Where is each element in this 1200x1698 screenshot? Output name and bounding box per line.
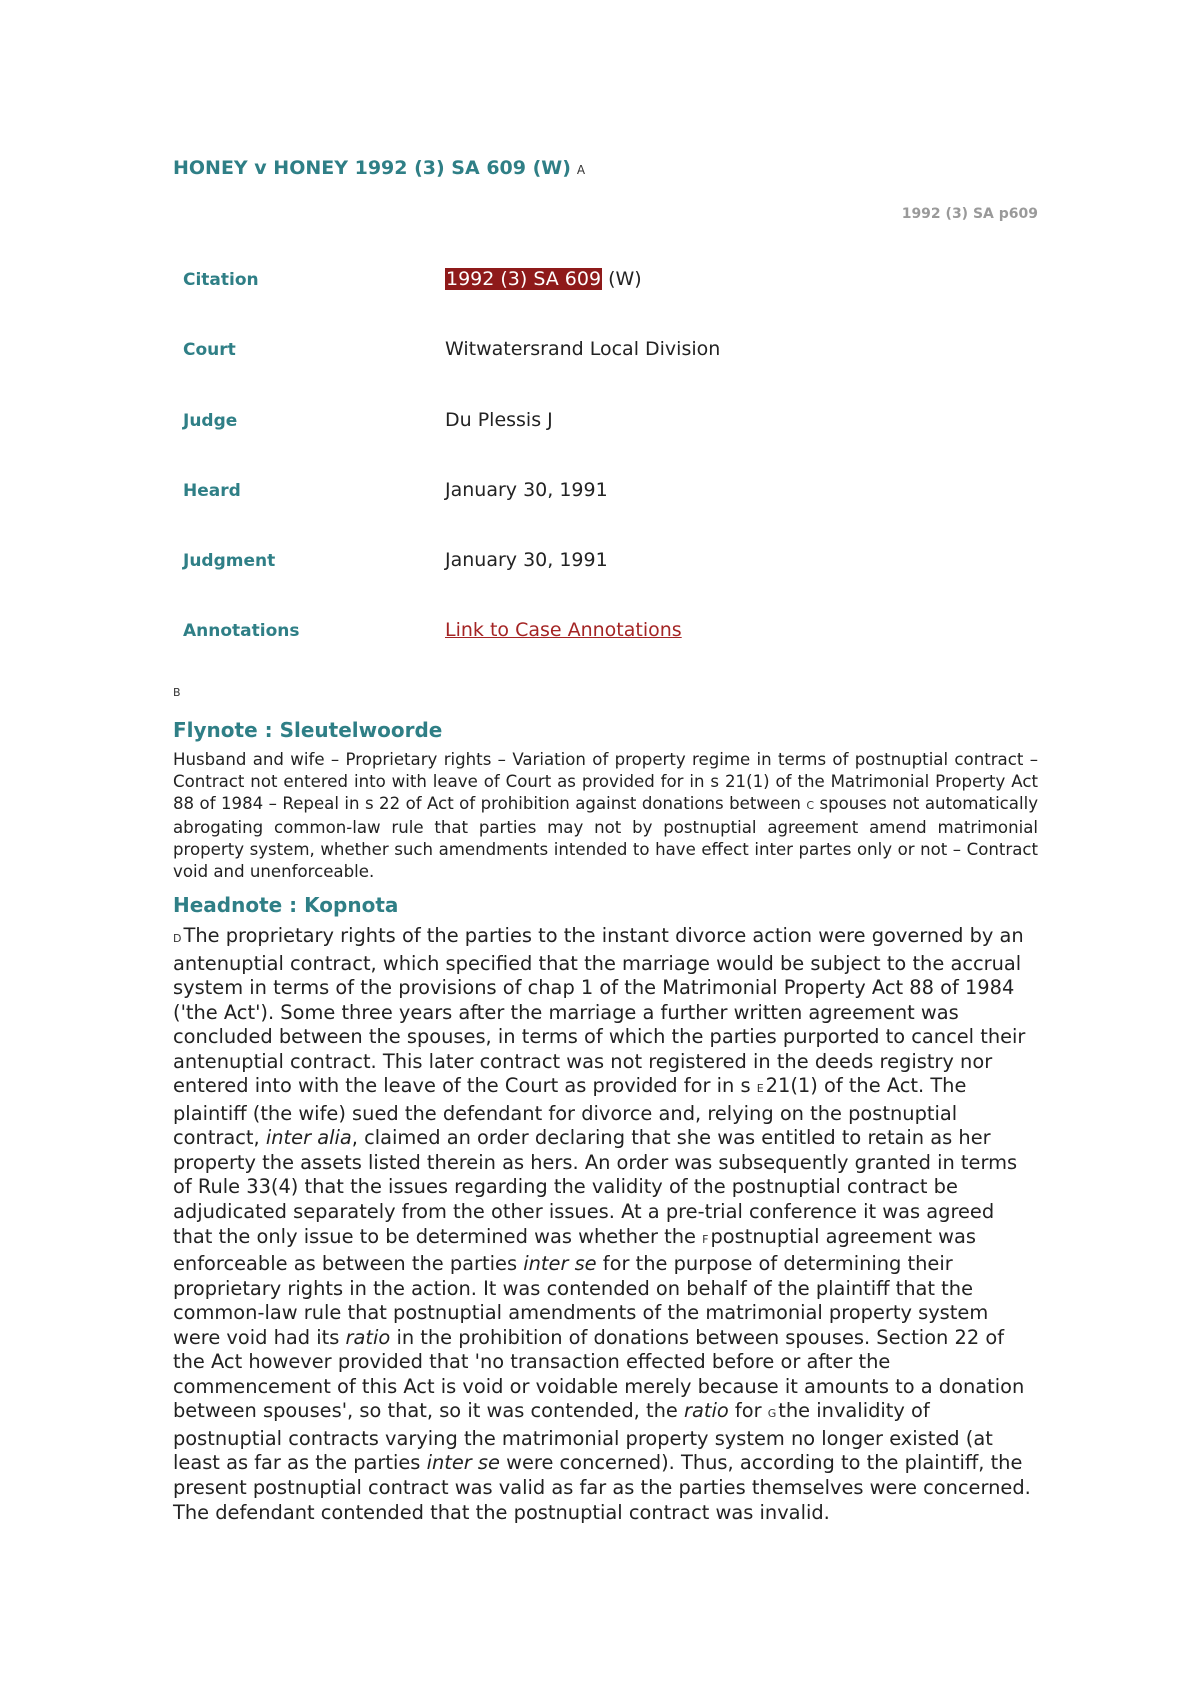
headnote-italic-1: inter alia (265, 1126, 352, 1150)
headnote-seg8: the invalidity of postnuptial contracts varying the matrimonial property system no longer existed (at least as far as the parties (173, 1399, 993, 1475)
headnote-text (173, 924, 1038, 1525)
headnote-italic-2: inter se (523, 1252, 597, 1276)
citation-value (445, 268, 642, 290)
case-annotations-link[interactable]: Link to Case Annotations (445, 619, 682, 641)
headnote-heading: Headnote : Kopnota (173, 893, 399, 917)
judge-label: Judge (183, 411, 238, 431)
judge-value: Du Plessis J (445, 409, 553, 431)
headnote-italic-4: ratio (684, 1399, 729, 1423)
flynote-text (173, 749, 1038, 884)
case-title-text: HONEY v HONEY 1992 (3) SA 609 (W) (173, 157, 571, 179)
headnote-seg7: for (734, 1399, 762, 1423)
headnote-seg6: in the prohibition of donations between spouses. Section 22 of the Act however provided that 'no transaction effected before or after the commencement of this Act is void or voidable merely because it amounts to a donation between spouses', so that, so it was contended, the (173, 1325, 1025, 1423)
heard-value: January 30, 1991 (445, 479, 608, 501)
page-reference: 1992 (3) SA p609 (901, 206, 1038, 222)
citation-court-code: (W) (608, 268, 642, 290)
case-title (173, 157, 585, 179)
headnote-seg3: , claimed an order declaring that she was entitled to retain as her property the assets listed therein as hers. An order was subsequently granted in terms of Rule 33(4) that the issues regarding the validity of the postnuptial contract be adjudicated separately from the other issues. At a pre-trial conference it was agreed that the only issue to be determined was whether the (173, 1126, 1018, 1248)
court-label: Court (183, 340, 236, 360)
margin-letter-b: B (173, 686, 181, 699)
court-value: Witwatersrand Local Division (445, 338, 721, 360)
heard-label: Heard (183, 481, 241, 501)
headnote-seg5: for the purpose of determining their proprietary rights in the action. It was contended on behalf of the plaintiff that the common-law rule that postnuptial amendments of the matrimonial property system were void had its (173, 1252, 989, 1349)
flynote-text-part2: spouses not automatically abrogating common-law rule that parties may not by postnuptial agreement amend matrimonial property system, whether such amendments intended to have effect inter partes only or not – Contract void and unenforceable. (173, 794, 1039, 882)
margin-letter-e: E (756, 1082, 764, 1096)
headnote-italic-3: ratio (345, 1325, 391, 1349)
judgment-value: January 30, 1991 (445, 549, 608, 571)
flynote-heading: Flynote : Sleutelwoorde (173, 718, 443, 742)
margin-letter-a: A (576, 163, 586, 177)
judgment-label: Judgment (183, 551, 276, 571)
headnote-italic-5: inter se (426, 1451, 500, 1475)
headnote-seg4: postnuptial agreement was enforceable as between the parties (173, 1224, 976, 1276)
headnote-seg1: The proprietary rights of the parties to the instant divorce action were governed by an antenuptial contract, which specified that the marriage would be subject to the accrual system in terms of the provisions of chap 1 of the Matrimonial Property Act 88 of 1984 ('the Act'). Some three years after the marriage a further written agreement was concluded between the spouses, in terms of which the parties purported to cancel their antenuptial contract. This later contract was not registered in the deeds registry nor entered into with the leave of the Court as provided for in s (173, 924, 1026, 1098)
margin-letter-f: F (702, 1232, 709, 1246)
citation-label: Citation (183, 270, 259, 290)
headnote-seg9: were concerned). Thus, according to the plaintiff, the present postnuptial contract was valid as far as the parties themselves were concerned. The defendant contended that the postnuptial contract was invalid. (173, 1451, 1031, 1524)
headnote-seg2: 21(1) of the Act. The plaintiff (the wife) sued the defendant for divorce and, relying on the postnuptial contract, (173, 1074, 967, 1150)
margin-letter-c: C (806, 799, 815, 813)
citation-highlight: 1992 (3) SA 609 (446, 268, 602, 290)
annotations-value (445, 619, 682, 641)
flynote-text-part1: Husband and wife – Proprietary rights – Variation of property regime in terms of postnuptial contract – Contract not entered into with leave of Court as provided for in s 21(1) of the Matrimonial Property Act 88 of 1984 – Repeal in s 22 of Act of prohibition against donations between (173, 750, 1038, 814)
margin-letter-g: G (767, 1407, 777, 1421)
annotations-label: Annotations (183, 621, 300, 641)
margin-letter-d: D (173, 932, 182, 945)
